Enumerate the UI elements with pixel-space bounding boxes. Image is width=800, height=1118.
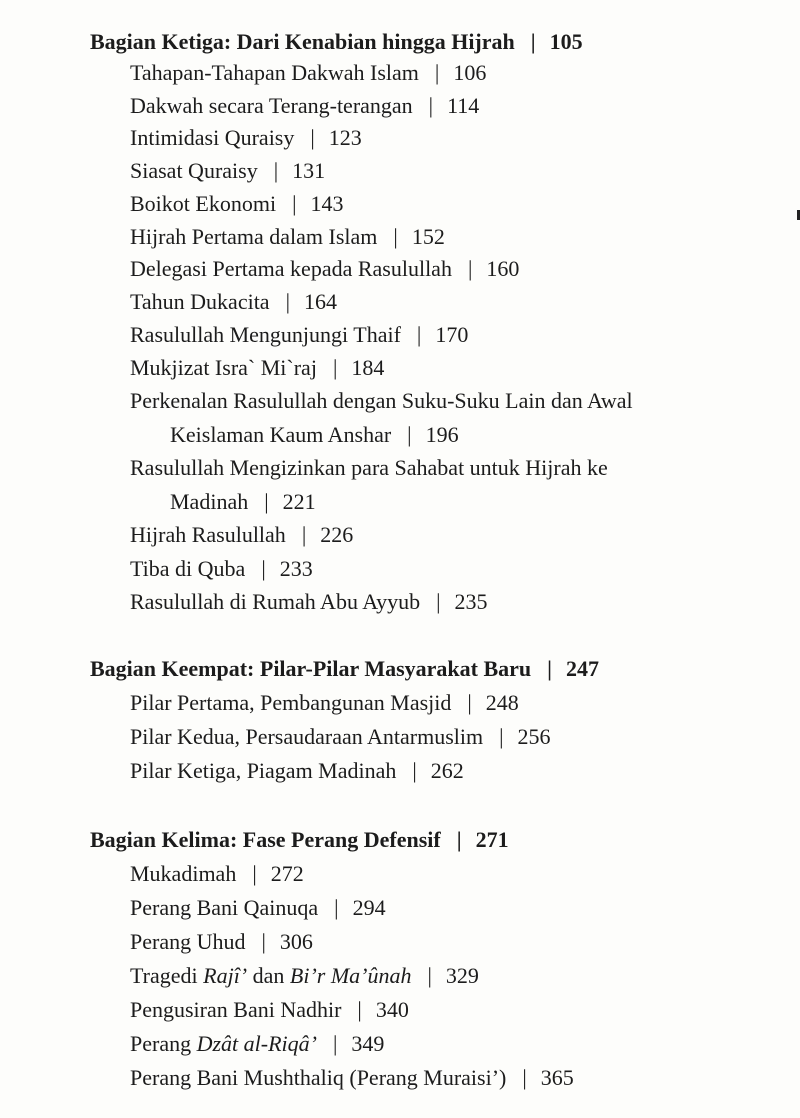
entry-title-continued: Keislaman Kaum Anshar [170, 422, 392, 447]
entry-title: Hijrah Rasulullah [130, 522, 286, 547]
page-number: 106 [453, 60, 487, 85]
page-number: 143 [310, 191, 344, 216]
page-number: 105 [549, 29, 583, 54]
entry-title: Siasat Quraisy [130, 158, 258, 183]
toc-entry [130, 995, 409, 1025]
page-number: 271 [475, 827, 509, 852]
separator: | [332, 1031, 338, 1056]
page-number: 152 [411, 224, 445, 249]
page-number: 247 [566, 656, 600, 681]
toc-entry [130, 554, 313, 584]
toc-entry [130, 893, 386, 923]
toc-entry [130, 1029, 384, 1059]
toc-entry [130, 222, 445, 252]
separator: | [467, 256, 473, 281]
entry-title: Mukjizat Isra` Mi`raj [130, 355, 317, 380]
entry-title: Boikot Ekonomi [130, 191, 277, 216]
page-number: 196 [425, 422, 459, 447]
toc-entry [130, 287, 337, 317]
part-title: Bagian Ketiga: Dari Kenabian hingga Hijrah [90, 29, 515, 54]
entry-title: Dakwah secara Terang-terangan [130, 93, 413, 118]
entry-title: Pengusiran Bani Nadhir [130, 997, 342, 1022]
toc-entry [130, 756, 464, 786]
toc-entry [130, 587, 488, 617]
entry-title-italic: Rajî’ [203, 963, 248, 988]
entry-title-prefix: Tragedi [130, 963, 204, 988]
entry-title-continued: Madinah [170, 489, 249, 514]
separator: | [261, 556, 266, 581]
page-number: 160 [486, 256, 520, 281]
toc-entry [130, 520, 353, 550]
separator: | [357, 997, 362, 1022]
entry-title: Pilar Ketiga, Piagam Madinah [130, 758, 397, 783]
entry-title: Mukadimah [130, 861, 237, 886]
page-number: 233 [279, 556, 313, 581]
toc-entry-line2 [170, 420, 459, 450]
separator: | [407, 422, 412, 447]
toc-entry [130, 156, 325, 186]
entry-title: Rasulullah Mengunjungi Thaif [130, 322, 401, 347]
separator: | [393, 224, 398, 249]
entry-title-italic: Dzât al-Riqâ’ [196, 1031, 317, 1056]
separator: | [332, 355, 338, 380]
page-number: 329 [445, 963, 479, 988]
toc-entry [130, 123, 362, 153]
toc-entry [130, 320, 468, 350]
entry-title: Tiba di Quba [130, 556, 246, 581]
separator: | [547, 656, 553, 681]
entry-title: Tahapan-Tahapan Dakwah Islam [130, 60, 419, 85]
separator: | [334, 895, 339, 920]
separator: | [428, 93, 434, 118]
entry-title: Hijrah Pertama dalam Islam [130, 224, 378, 249]
page-number: 365 [540, 1065, 574, 1090]
separator: | [273, 158, 279, 183]
toc-entry [130, 58, 486, 88]
separator: | [499, 724, 504, 749]
page-number: 294 [352, 895, 386, 920]
separator: | [252, 861, 257, 886]
separator: | [436, 589, 441, 614]
toc-entry [130, 961, 479, 991]
page-number: 272 [270, 861, 304, 886]
page-number: 256 [517, 724, 551, 749]
toc-entry [130, 91, 479, 121]
page-number: 184 [351, 355, 385, 380]
part-heading [90, 27, 583, 57]
toc-entry-line1 [130, 453, 608, 483]
page-number: 248 [485, 690, 519, 715]
separator: | [412, 758, 417, 783]
page-number: 226 [320, 522, 354, 547]
page-number: 170 [435, 322, 469, 347]
part-title: Bagian Kelima: Fase Perang Defensif [90, 827, 441, 852]
entry-title: Perang Bani Mushthaliq (Perang Muraisi’) [130, 1065, 507, 1090]
separator: | [530, 29, 536, 54]
page-number: 221 [282, 489, 316, 514]
entry-title: Pilar Kedua, Persaudaraan Antarmuslim [130, 724, 484, 749]
entry-title: Tahun Dukacita [130, 289, 270, 314]
separator: | [292, 191, 297, 216]
separator: | [285, 289, 290, 314]
separator: | [456, 827, 462, 852]
separator: | [467, 690, 472, 715]
part-title: Bagian Keempat: Pilar-Pilar Masyarakat Baru [90, 656, 532, 681]
separator: | [264, 489, 269, 514]
entry-title-prefix: Perang [130, 1031, 197, 1056]
entry-title: Delegasi Pertama kepada Rasulullah [130, 256, 452, 281]
part-heading [90, 654, 599, 684]
page-number: 114 [447, 93, 480, 118]
part-heading [90, 825, 509, 855]
entry-title: Pilar Pertama, Pembangunan Masjid [130, 690, 452, 715]
toc-entry [130, 1063, 574, 1093]
entry-title: Rasulullah di Rumah Abu Ayyub [130, 589, 421, 614]
toc-entry [130, 859, 304, 889]
entry-title-conjunction: dan [247, 963, 290, 988]
toc-entry [130, 189, 343, 219]
separator: | [522, 1065, 527, 1090]
toc-entry-line1 [130, 386, 633, 416]
toc-entry-line2 [170, 487, 316, 517]
page-number: 262 [430, 758, 464, 783]
toc-entry [130, 688, 519, 718]
toc-entry [130, 353, 384, 383]
entry-title: Perang Uhud [130, 929, 246, 954]
entry-title: Perkenalan Rasulullah dengan Suku-Suku Lain dan Awal [130, 388, 633, 413]
page-number: 164 [303, 289, 337, 314]
separator: | [416, 322, 422, 347]
page-number: 235 [454, 589, 488, 614]
separator: | [427, 963, 432, 988]
page-number: 131 [292, 158, 326, 183]
entry-title-italic: Bi’r Ma’ûnah [289, 963, 412, 988]
separator: | [434, 60, 440, 85]
page-number: 123 [328, 125, 362, 150]
toc-entry [130, 722, 551, 752]
entry-title: Perang Bani Qainuqa [130, 895, 319, 920]
page-number: 306 [279, 929, 313, 954]
toc-entry [130, 254, 519, 284]
separator: | [301, 522, 307, 547]
entry-title: Intimidasi Quraisy [130, 125, 295, 150]
separator: | [310, 125, 315, 150]
page-number: 349 [351, 1031, 385, 1056]
toc-entry [130, 927, 313, 957]
entry-title: Rasulullah Mengizinkan para Sahabat untuk Hijrah ke [130, 455, 608, 480]
separator: | [261, 929, 266, 954]
page-number: 340 [375, 997, 409, 1022]
